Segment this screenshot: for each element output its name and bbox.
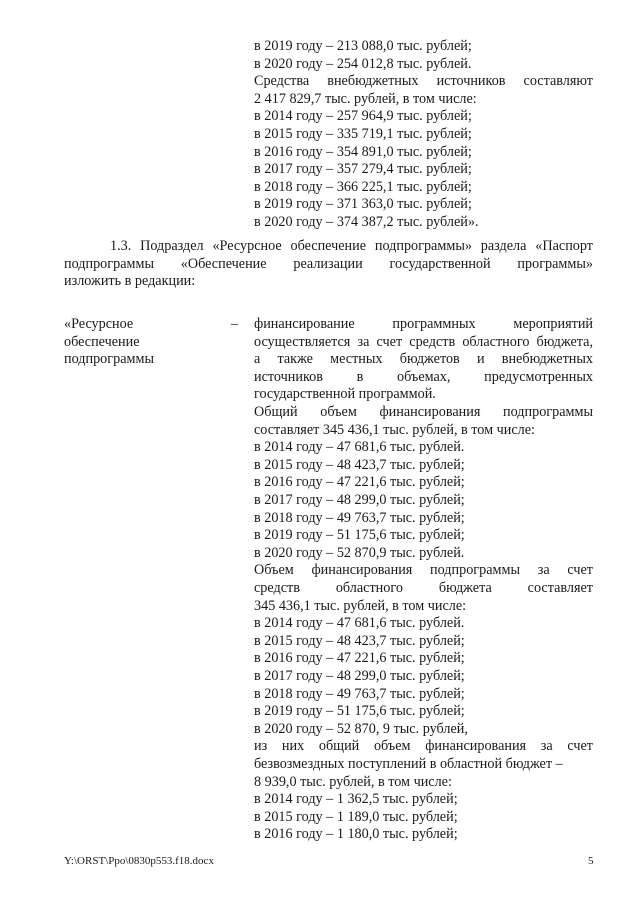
resource-description-line: государственной программой. [254, 386, 436, 403]
top-block-line: в 2016 году – 354 891,0 тыс. рублей; [254, 143, 472, 160]
resource-label-line: обеспечение [64, 333, 140, 350]
resource-description-line: из них общий объем финансирования за счет [254, 738, 593, 755]
label-dash: – [231, 316, 239, 332]
section-paragraph-line: 1.3. Подраздел «Ресурсное обеспечение подпрограммы» раздела «Паспорт [110, 238, 593, 254]
resource-description-line: осуществляется за счет средств областного бюджета, [254, 333, 593, 350]
top-block-line: 2 417 829,7 тыс. рублей, в том числе: [254, 90, 477, 107]
resource-description-line: а также местных бюджетов и внебюджетных [254, 351, 593, 368]
resource-description-line: Объем финансирования подпрограммы за счет [254, 562, 593, 579]
resource-description-line: в 2014 году – 1 362,5 тыс. рублей; [254, 791, 458, 808]
resource-description-line: финансирование программных мероприятий [254, 316, 593, 332]
resource-description-line: безвозмездных поступлений в областной бюджет – [254, 756, 563, 772]
resource-description-line: в 2020 году – 52 870,9 тыс. рублей. [254, 544, 465, 561]
resource-description-line: источников в объемах, предусмотренных [254, 368, 593, 385]
top-block-line: в 2017 году – 357 279,4 тыс. рублей; [254, 161, 472, 178]
top-block-line: в 2014 году – 257 964,9 тыс. рублей; [254, 108, 472, 125]
resource-description-line: в 2014 году – 47 681,6 тыс. рублей. [254, 615, 465, 632]
resource-description-line: в 2017 году – 48 299,0 тыс. рублей; [254, 668, 465, 684]
resource-description-line: в 2015 году – 1 189,0 тыс. рублей; [254, 808, 458, 825]
resource-description-line: в 2019 году – 51 175,6 тыс. рублей; [254, 527, 465, 544]
resource-description-line: в 2015 году – 48 423,7 тыс. рублей; [254, 632, 465, 649]
section-paragraph-line: подпрограммы «Обеспечение реализации государственной программы» [64, 255, 593, 272]
footer-file-path: Y:\ORST\Ppo\0830p553.f18.docx [64, 855, 214, 867]
footer-page-number: 5 [588, 855, 594, 867]
resource-description-line: в 2018 году – 49 763,7 тыс. рублей; [254, 685, 465, 702]
section-paragraph-line: изложить в редакции: [64, 273, 196, 290]
resource-description-line: составляет 345 436,1 тыс. рублей, в том числе: [254, 421, 535, 438]
top-block-line: в 2020 году – 254 012,8 тыс. рублей. [254, 55, 472, 72]
top-block-line: Средства внебюджетных источников составляют [254, 73, 593, 90]
resource-description-line: 8 939,0 тыс. рублей, в том числе: [254, 773, 452, 790]
resource-description-line: в 2016 году – 47 221,6 тыс. рублей; [254, 474, 465, 491]
top-block-line: в 2019 году – 371 363,0 тыс. рублей; [254, 196, 472, 213]
resource-description-line: в 2014 году – 47 681,6 тыс. рублей. [254, 439, 465, 456]
resource-description-line: в 2017 году – 48 299,0 тыс. рублей; [254, 492, 465, 508]
resource-description-line: в 2020 году – 52 870, 9 тыс. рублей, [254, 720, 468, 737]
resource-description-line: средств областного бюджета составляет [254, 580, 593, 596]
resource-description-line: Общий объем финансирования подпрограммы [254, 404, 593, 420]
top-block-line: в 2019 году – 213 088,0 тыс. рублей; [254, 38, 472, 54]
resource-description-line: в 2018 году – 49 763,7 тыс. рублей; [254, 509, 465, 526]
top-block-line: в 2018 году – 366 225,1 тыс. рублей; [254, 178, 472, 195]
top-block-line: в 2015 году – 335 719,1 тыс. рублей; [254, 126, 472, 142]
resource-description-line: в 2016 году – 47 221,6 тыс. рублей; [254, 650, 465, 667]
resource-description-line: в 2019 году – 51 175,6 тыс. рублей; [254, 703, 465, 720]
resource-label-line: «Ресурсное [64, 316, 134, 332]
resource-description-line: 345 436,1 тыс. рублей, в том числе: [254, 597, 467, 614]
top-block-line: в 2020 году – 374 387,2 тыс. рублей». [254, 214, 479, 230]
resource-description-line: в 2016 году – 1 180,0 тыс. рублей; [254, 826, 458, 843]
resource-label-line: подпрограммы [64, 351, 154, 368]
resource-description-line: в 2015 году – 48 423,7 тыс. рублей; [254, 456, 465, 473]
